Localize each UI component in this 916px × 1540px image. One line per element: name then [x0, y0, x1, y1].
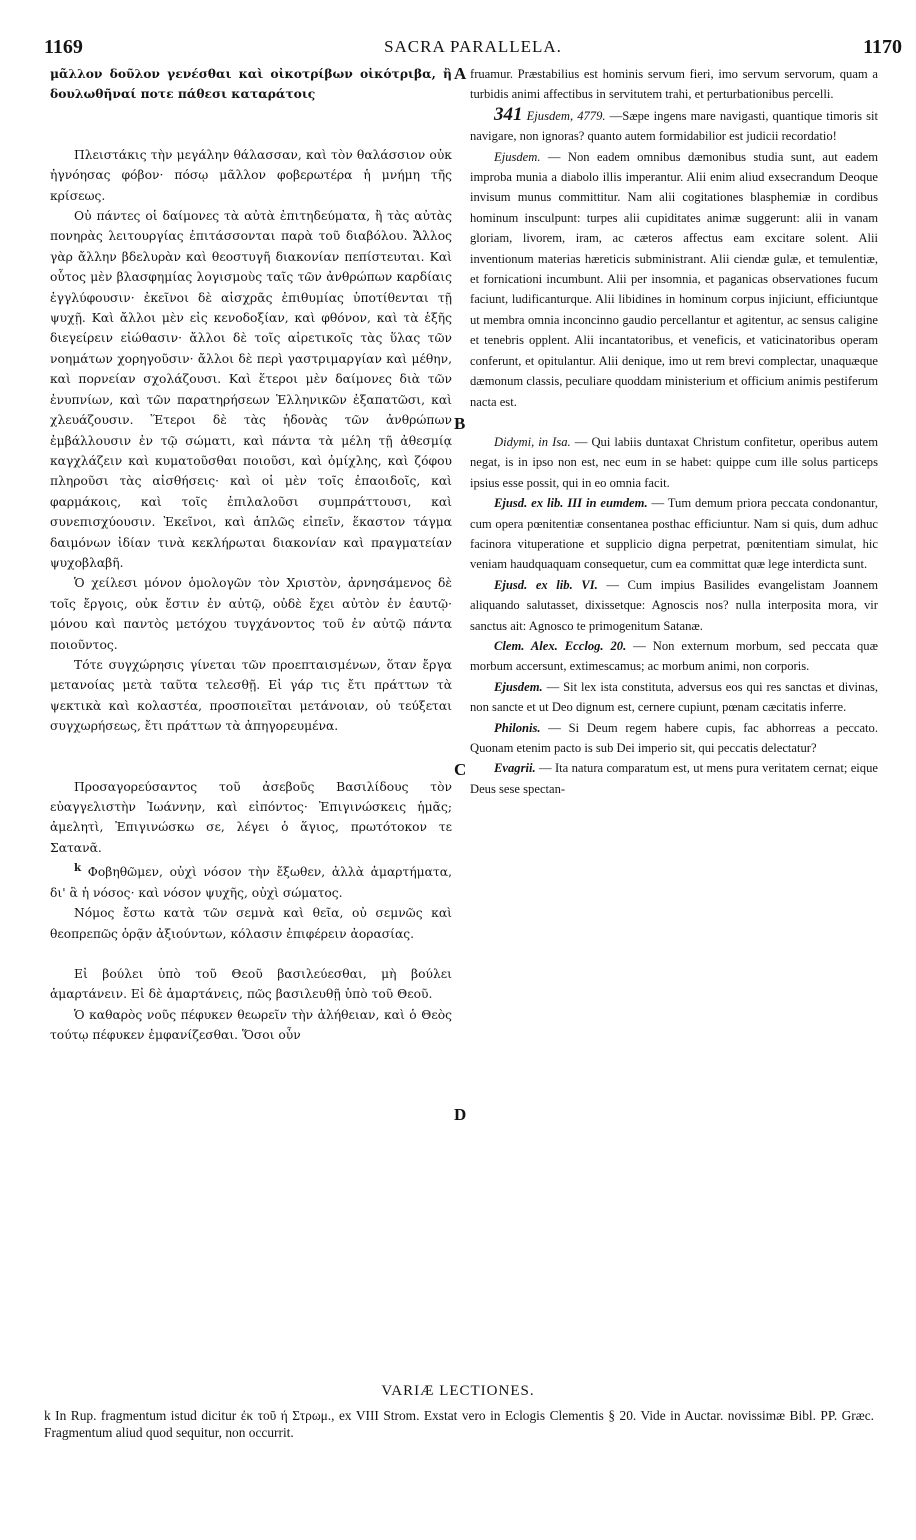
source-label: Ejusd. ex lib. III in eumdem. [494, 496, 648, 511]
latin-paragraph: Evagrii. — Ita natura comparatum est, ut mens pura veritatem cernat; eique Deus sese spectan- [470, 761, 878, 796]
latin-paragraph: Ejusd. ex lib. VI. — Cum impius Basilides evangelistam Joannem aliquando salutasset, dixissetque: Agnoscis nos? nulla interposita mora, vir sanctus ait: Agnosco te primogenitum Satanæ. [470, 577, 878, 633]
greek-paragraph: Νόμος ἔστω κατὰ τῶν σεμνὰ καὶ θεῖα, οὐ σεμνῶς καὶ θεοπρεπῶς ὁρᾷν ἀξιούντων, κόλασιν ἐπιφέρειν ἀορασίας. [50, 906, 452, 941]
source-label: Didymi, in Isa. [494, 434, 571, 449]
variae-lectiones-heading: VARIÆ LECTIONES. [381, 1383, 535, 1399]
margin-marker-d: D [454, 1105, 467, 1124]
margin-marker-b: B [454, 414, 466, 433]
greek-paragraph: $^k$ Φοβηθῶμεν, οὐχὶ νόσον τὴν ἔξωθεν, ἀλλὰ ἁμαρτήματα, δι' ἃ ἡ νόσος· καὶ νόσον ψυχῆς, οὐχὶ σώματος. [50, 862, 452, 900]
latin-paragraph: Philonis. — Si Deum regem habere cupis, fac abhorreas a peccato. Quonam etenim pacto is sub Dei imperio sit, qui peccatis delectatur? [470, 720, 878, 755]
latin-paragraph: Didymi, in Isa. — Qui labiis duntaxat Christum confitetur, operibus autem negat, is in ipso non est, nec eum in se habet: quippe cum ille solus particeps ipsius esse possit, qui in eo omnia facit. [470, 434, 879, 490]
latin-paragraph: Ejusdem. — Sit lex ista constituta, adversus eos qui res sanctas et divinas, non sancte et ut Deo dignum est, cernere cupiunt, pœnam cæcitatis inferre. [470, 679, 878, 715]
source-label: Ejusdem. [494, 679, 543, 694]
greek-paragraph: Πλειστάκις τὴν μεγάλην θάλασσαν, καὶ τὸν θαλάσσιον οὐκ ἠγνόησας φόβον· πόσῳ μᾶλλον φοβερωτέρα ἡ μνήμη τῆς κρίσεως. [50, 147, 452, 203]
latin-paragraph: Ejusd. ex lib. III in eumdem. — Tum demum priora peccata condonantur, cum opera pœnitentiæ consentanea posthac efficiuntur. Nam si quis, dum adhuc facinora vituperatione et supplicio digna perpetrat, pœnitentiam simulat, hic veniam haudquaquam consequetur, cum ea committat quæ lege interdicta sunt. [470, 496, 878, 572]
greek-paragraph: Ὁ καθαρὸς νοῦς πέφυκεν θεωρεῖν τὴν ἀλήθειαν, καὶ ὁ Θεὸς τούτῳ πέφυκεν ἐμφανίζεσθαι. Ὅσοι οὖν [50, 1007, 452, 1043]
greek-paragraph: Προσαγορεύσαντος τοῦ ἀσεβοῦς Βασιλίδους τὸν εὐαγγελιστὴν Ἰωάννην, καὶ εἰπόντος· Ἐπιγινώσκεις ἡμᾶς; ἀμελητὶ, Ἐπιγινώσκω σε, λέγει ὁ ἅγιος, πρωτότοκον τε Σατανᾶ. [50, 779, 452, 855]
greek-paragraph: Τότε συγχώρησις γίνεται τῶν προεπταισμένων, ὅταν ἔργα μετανοίας μετὰ ταῦτα τελεσθῇ. Εἰ γάρ τις ἔτι πράττων τὰ ψεκτικὰ καὶ κολαστέα, προσποιεῖται μετάνοιαν, οὐ τεύξεται συγχωρήσεως, ἔτι πράττων τὰ ἀπηγορευμένα. [50, 657, 452, 734]
latin-paragraph: fruamur. Præstabilius est hominis servum fieri, imo servum servorum, quam a turbidis animi affectibus in servitutem trahi, et perturbationibus percelli. [470, 67, 878, 102]
greek-paragraph: Ὁ χείλεσι μόνον ὁμολογῶν τὸν Χριστὸν, ἀρνησάμενος δὲ τοῖς ἔργοις, οὐκ ἔστιν ἐν αὐτῷ, οὐδὲ ἔχει αὐτὸν ἐν ἑαυτῷ· μόνου καὶ παντὸς μετόχου τυγχάνοντος τοῦ ἐν αὐτῷ πάντα ποιοῦντος. [50, 576, 452, 652]
margin-marker-a: A [454, 64, 467, 83]
latin-paragraph: Clem. Alex. Ecclog. 20. — Non externum morbum, sed peccata quæ morbum accersunt, extimescamus; ac morbum animi, non corporis. [470, 638, 878, 674]
greek-paragraph: Εἰ βούλει ὑπὸ τοῦ Θεοῦ βασιλεύεσθαι, μὴ βούλει ἁμαρτάνειν. Εἰ δὲ ἁμαρτάνεις, πῶς βασιλευθῇ ὑπὸ τοῦ Θεοῦ. [50, 966, 452, 1002]
source-label: Ejusd. ex lib. VI. [494, 577, 598, 592]
running-title: SACRA PARALLELA. [384, 37, 562, 56]
footnote-marker: k [74, 862, 82, 875]
source-label: Philonis. [494, 720, 541, 735]
left-page-number: 1169 [44, 36, 83, 58]
greek-paragraph: Οὐ πάντες οἱ δαίμονες τὰ αὐτὰ ἐπιτηδεύματα, ἢ τὰς αὐτὰς πονηρὰς λειτουργίας ἐπιτάσσονται παρὰ τοῦ διαβόλου. Ἄλλος γὰρ ἄλλην βδελυρὰν καὶ θεοστυγῆ διακονίαν πεπίστευται. Καὶ οὗτος μὲν βλασφημίας λογισμοὺς ταῖς τῶν ἀνθρώπων καρδίαις ἐγγλύφουσιν· ἐκεῖνοι δὲ αἰσχρᾶς ἐπιθυμίας ὑποτίθενται τῇ ψυχῇ. Καὶ ἄλλοι μὲν εἰς κενοδοξίαν, καὶ φθόνον, καὶ τὰ ἑξῆς διεγείρειν εἰώθασιν· ἄλλοι δὲ τοῖς αἱρετικοῖς τὰς ὕλας τῶν νοημάτων χορηγοῦσιν· ἄλλοι δὲ περὶ γαστριμαργίαν καὶ μέθην, καὶ πορνείαν σχολάζουσι. Καὶ ἕτεροι μὲν δαίμονες διὰ τῶν ἐνυπνίων, καὶ τῶν παρατηρήσεων Ἑλληνικῶν ἐξαπατῶσι, καὶ χλευάζουσιν. Ἕτεροι δὲ τὰς ἡδονὰς τῶν ἀνθρώπων ἐμβάλλουσιν ἐν τῷ σώματι, καὶ πάντα τὰ μέλη τῇ ἀθεσμίᾳ καγχλάζειν καὶ κυματοῦσθαι ποιοῦσι, καὶ ὀμίχλης, καὶ ζόφου πληροῦσι τὰς αἰσθήσεις· καὶ οἱ μὲν τοῖς ἐπαοιδοῖς, καὶ φαρμάκοις, καὶ τοῖς ἐπιλαλοῦσι συμπράττουσι, καὶ συνεπισχύουσιν. Ἐκεῖνοι, καὶ ἁπλῶς εἰπεῖν, ἕκαστον τάγμα δαιμόνων ἰδίαν τινὰ κεκλήρωται διακονίαν καὶ πραγματείαν ψυχοβλαβῆ. [50, 209, 452, 570]
greek-column [50, 64, 452, 1046]
source-label: Clem. Alex. Ecclog. 20. [494, 638, 627, 653]
latin-paragraph: Ejusdem. — Non eadem omnibus dæmonibus studia sunt, aut eadem improba munia a diabolo illis imperantur. Alii enim aliud exsecrandum Deoque invisum munus committitur. Nam alii cogitationes blasphemiæ in cordibus hominum insculpunt: turpes alii cupiditates animæ suggerunt: alii in vanam gloriam, livorem, iram, ac cæteros affectus eam excitare solent. Alii inventionum materias hæreticis subministrant. Alii ciendæ gulæ, et temulentiæ, et fornicationi incumbunt. Alii per insomnia, et paganicas observationes fucum faciunt, ludificanturque. Alii libidines in hominum corpus injiciunt, efficiuntque ut membra omnia inconcinno gaudio percellantur et agitentur, ac sensus caligine et tenebris opplent. Alii incantatoribus, et veneficis, et vaticinatoribus operam conferunt, et opitulantur. Alii denique, imo ut rem brevi complectar, unaquæque dæmonum classis, peculiare quoddam ministerium et officium animis pestiferum nacta est. [470, 149, 878, 409]
running-header [44, 36, 902, 62]
section-number: 341 [494, 103, 523, 125]
source-label: Evagrii. [494, 761, 536, 776]
greek-paragraph: μᾶλλον δοῦλον γενέσθαι καὶ οἰκοτρίβων οἰκότριβα, ἢ δουλωθῆναί ποτε πάθεσι καταράτοις [50, 66, 452, 102]
right-page-number: 1170 [863, 36, 902, 58]
latin-column [470, 64, 878, 799]
source-label: Ejusdem. [494, 149, 541, 164]
source-label: Ejusdem, 4779. [526, 108, 606, 123]
variae-lectiones-note: k In Rup. fragmentum istud dicitur ἐκ τοῦ ή Στρωμ., ex VIII Strom. Exstat vero in Eclogis Clementis § 20. Vide in Auctar. novissimæ Bibl. PP. Græc. Fragmentum aliud quod sequitur, non occurrit. [44, 1408, 874, 1440]
latin-paragraph: 341 Ejusdem, 4779. —Sæpe ingens mare navigasti, quantique timoris sit navigare, non ignoras? quanto autem formidabilior est judicii recordatio! [470, 103, 878, 144]
margin-marker-c: C [454, 760, 467, 779]
